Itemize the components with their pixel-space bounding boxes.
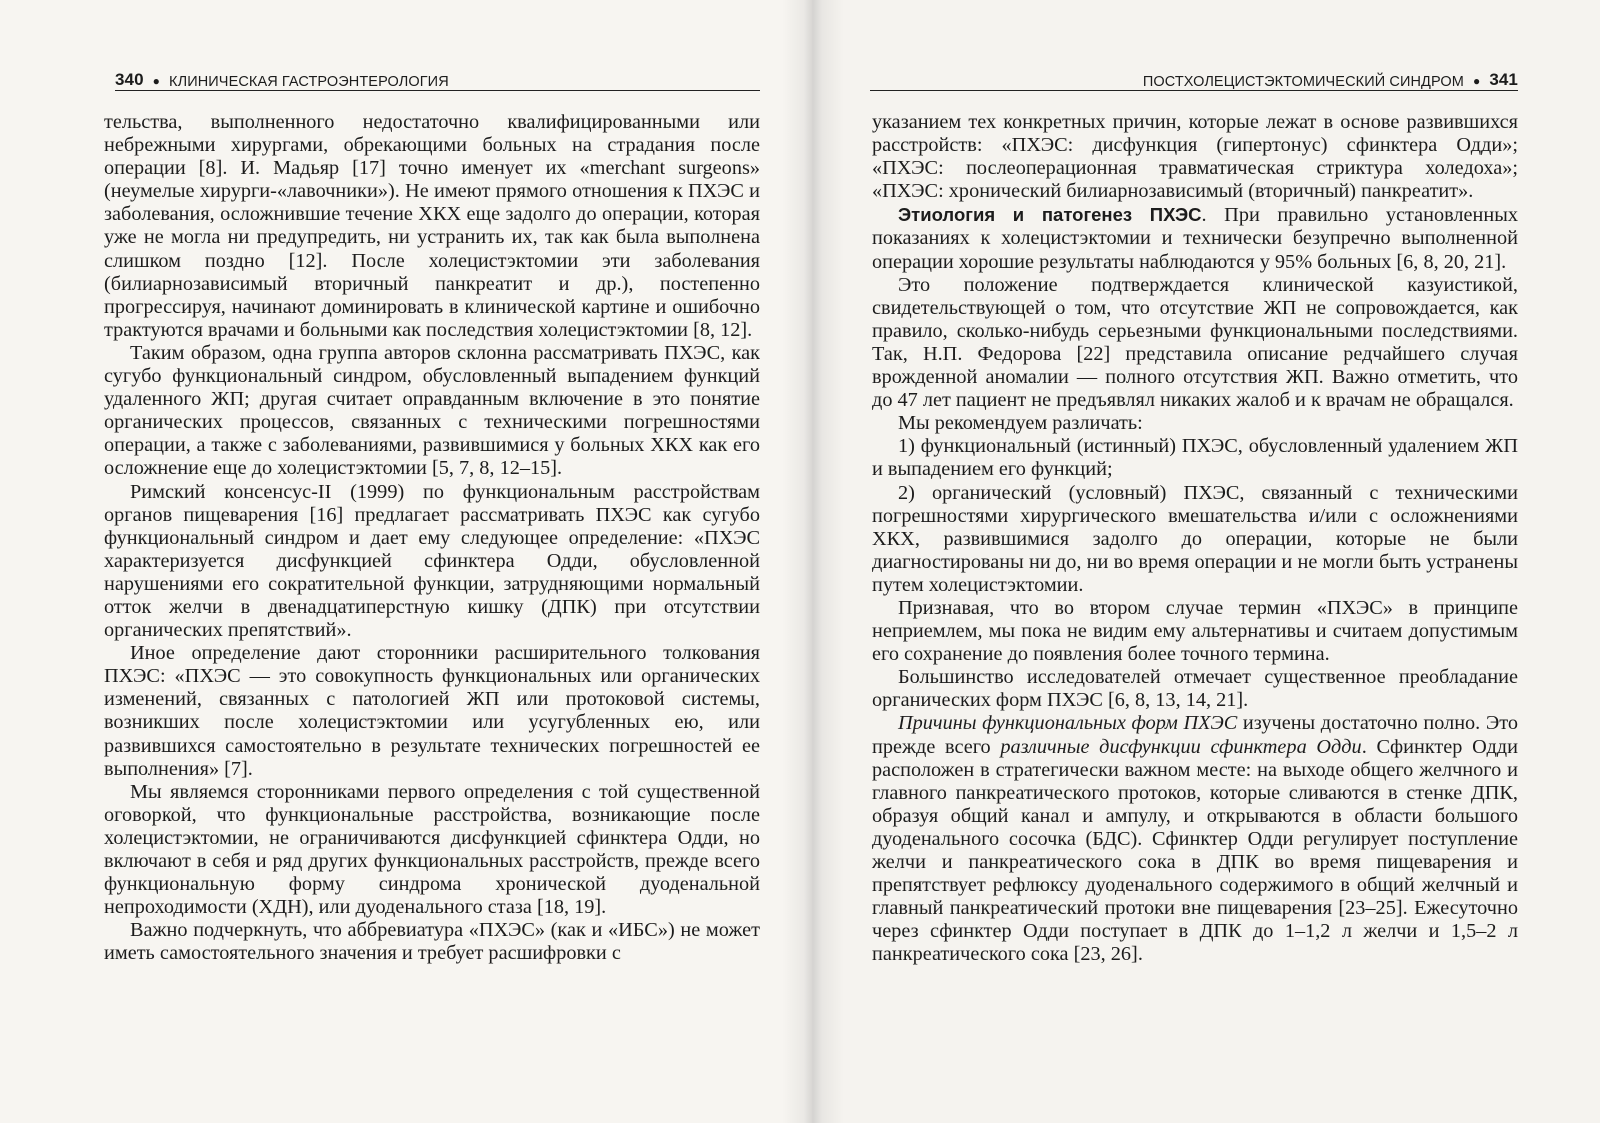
running-title: ПОСТХОЛЕЦИСТЭКТОМИЧЕСКИЙ СИНДРОМ [1142, 74, 1464, 90]
paragraph: Это положение подтверждается клинической казуистикой, свидетельствующей о том, что отсутствие ЖП не сопровождается, как правило, сколько-нибудь серьезными функциональными последствиями. Так, Н.П. Федорова [22] представила описание редчайшего случая врожденной аномалии — полного отсутствия ЖП. Важно отметить, что до 47 лет пациент не предъявлял никаких жалоб и к врачам не обращался. [872, 273, 1518, 412]
paragraph: тельства, выполненного недостаточно квалифицированными или небрежными хирургами, обрекающими больных на страдания после операции [8]. И. Мадьяр [17] точно именует их «merchant surgeons» (неумелые хирурги-«лавочники»). Не имеют прямого отношения к ПХЭС и заболевания, осложнившие течение ХКХ еще задолго до операции, которая уже не могла ни предупредить, ни устранить их, так как была выполнена слишком поздно [12]. После холецистэктомии эти заболевания (билиарнозависимый вторичный панкреатит и др.), постепенно прогрессируя, начинают доминировать в клинической картине и ошибочно трактуются врачами и больными как последствия холецистэктомии [8, 12]. [104, 111, 760, 341]
paragraph: Таким образом, одна группа авторов склонна рассматривать ПХЭС, как сугубо функциональный синдром, обусловленный выпадением функций удаленного ЖП; другая считает оправданным включение в это понятие органических процессов, связанных с техническими погрешностями операции, а также с заболеваниями, развившимися у больных ХКХ как его осложнение еще до холецистэктомии [5, 7, 8, 12–15]. [104, 341, 760, 480]
paragraph-text: . При правильно установленных показаниях к холецистэктомии и технически безупречно выполненной операции хорошие результаты наблюдаются у 95% больных [6, 8, 20, 21]. [872, 204, 1518, 273]
paragraph: Большинство исследователей отмечает существенное преобладание органических форм ПХЭС [6, 8, 13, 14, 21]. [872, 666, 1518, 712]
section-heading: Этиология и патогенез ПХЭС [898, 204, 1202, 226]
running-head-left [115, 60, 760, 91]
list-item: 2) органический (условный) ПХЭС, связанный с техническими погрешностями хирургического вмешательства и/или с осложнениями ХКХ, развившимися задолго до операции, которые не были диагностированы ни до, ни во время операции и не могли быть устранены путем холецистэктомии. [872, 481, 1518, 596]
right-page-text [872, 111, 1518, 966]
page-number: 340 [115, 70, 144, 89]
paragraph: Мы рекомендуем различать: [898, 412, 1143, 435]
paragraph: Мы являемся сторонниками первого определения с той существенной оговоркой, что функциональные расстройства, возникающие после холецистэктомии, не ограничиваются дисфункцией сфинктера Одди, но включают в себя и ряд других функциональных расстройств, прежде всего функциональную форму синдрома хронической дуоденальной непроходимости (ХДН), или дуоденального стаза [18, 19]. [104, 780, 760, 919]
paragraph-text: изучены достаточно полно. Это прежде всего [872, 712, 1518, 758]
running-title: КЛИНИЧЕСКАЯ ГАСТРОЭНТЕРОЛОГИЯ [169, 74, 449, 90]
paragraph-text: . Сфинктер Одди расположен в стратегически важном месте: на выходе общего желчного и главного панкреатического протоков, которые сливаются в стенке ДПК, образуя общий канал и ампулу, и открываются в области большого дуоденального сосочка (БДС). Сфинктер Одди регулирует поступление желчи и панкреатического сока в ДПК во время пищеварения и препятствует рефлюксу дуоденального содержимого в общий желчный и главный панкреатический протоки вне пищеварения [23–25]. Ежесуточно через сфинктер Одди поступает в ДПК до 1–1,2 л желчи и 1,5–2 л панкреатического сока [23, 26]. [872, 735, 1518, 966]
bullet-separator: ● [152, 74, 161, 88]
paragraph: Признавая, что во втором случае термин «ПХЭС» в принципе неприемлем, мы пока не видим ему альтернативы и считаем допустимым его сохранение до появления более точного термина. [872, 596, 1518, 666]
italic-phrase: Причины функциональных форм ПХЭС [898, 712, 1238, 735]
bullet-separator: ● [1472, 74, 1481, 88]
running-head-right [870, 60, 1518, 91]
paragraph: Иное определение дают сторонники расширительного толкования ПХЭС: «ПХЭС — это совокупность функциональных или органических изменений, связанных с патологией ЖП или протоковой системы, возникших после холецистэктомии или усугубленных ею, или развившихся самостоятельно в результате технических погрешностей ее выполнения» [7]. [104, 642, 760, 780]
paragraph-causes [872, 712, 1518, 966]
right-page [812, 0, 1600, 1123]
page-number: 341 [1489, 70, 1518, 89]
paragraph-etiology [872, 203, 1518, 273]
list-item: 1) функциональный (истинный) ПХЭС, обусловленный удалением ЖП и выпадением его функций; [872, 435, 1518, 481]
left-page-text [104, 111, 760, 965]
paragraph: Важно подчеркнуть, что аббревиатура «ПХЭС» (как и «ИБС») не может иметь самостоятельного значения и требует расшифровки с [104, 919, 760, 965]
italic-phrase: различные дисфункции сфинктера Одди [1000, 735, 1362, 758]
paragraph: Римский консенсус-II (1999) по функциональным расстройствам органов пищеварения [16] предлагает рассматривать ПХЭС как сугубо функциональный синдром и дает ему следующее определение: «ПХЭС характеризуется дисфункцией сфинктера Одди, обусловленной нарушениями его сократительной функции, затрудняющими нормальный отток желчи в двенадцатиперстную кишку (ДПК) при отсутствии органических препятствий». [104, 480, 760, 642]
paragraph: указанием тех конкретных причин, которые лежат в основе развившихся расстройств: «ПХЭС: дисфункция (гипертонус) сфинктера Одди»; «ПХЭС: послеоперационная травматическая стриктура холедоха»; «ПХЭС: хронический билиарнозависимый (вторичный) панкреатит». [872, 111, 1518, 203]
